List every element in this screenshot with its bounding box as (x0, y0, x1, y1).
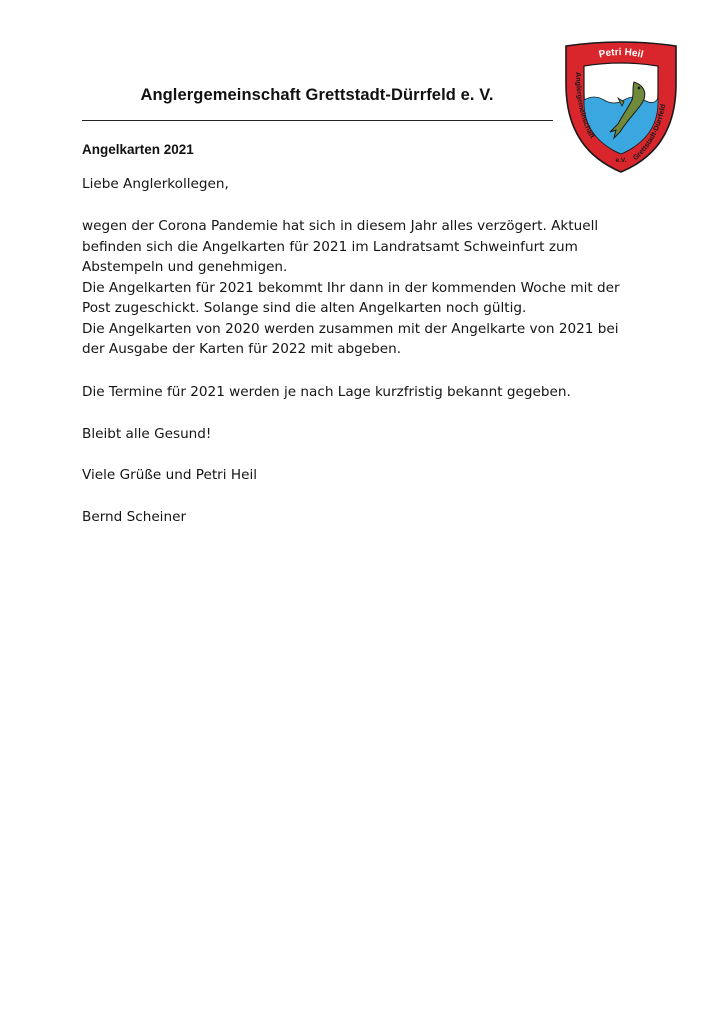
header-divider (82, 120, 553, 121)
logo-bottom-text: e.V. (615, 157, 627, 164)
paragraph-line: Die Termine für 2021 werden je nach Lage kurzfristig bekannt gegeben. (82, 384, 571, 400)
club-logo-icon (562, 40, 680, 174)
dates-paragraph (82, 382, 652, 403)
paragraph-line: der Ausgabe der Karten für 2022 mit abgeben. (82, 341, 402, 357)
closing-greeting (82, 465, 652, 486)
paragraph-line: wegen der Corona Pandemie hat sich in diesem Jahr alles verzögert. Aktuell (82, 218, 599, 234)
logo-top-text: Petri Heil (597, 46, 645, 61)
closing-line: Bleibt alle Gesund! (82, 426, 212, 442)
signature-line: Bernd Scheiner (82, 509, 187, 525)
paragraph-line: Abstempeln und genehmigen. (82, 259, 288, 275)
paragraph-line: Die Angelkarten für 2021 bekommt Ihr dann in der kommenden Woche mit der (82, 279, 620, 296)
logo-left-text: Anglergemeinschaft (573, 72, 598, 140)
main-paragraph (82, 216, 652, 360)
paragraph-line: Die Angelkarten von 2020 werden zusammen mit der Angelkarte von 2021 bei (82, 320, 619, 337)
signature-name (82, 507, 652, 528)
organization-title: Anglergemeinschaft Grettstadt-Dürrfeld e. V. (140, 86, 494, 104)
salutation (82, 174, 652, 195)
paragraph-line: Post zugeschickt. Solange sind die alten Angelkarten noch gültig. (82, 300, 527, 316)
salutation-line: Liebe Anglerkollegen, (82, 176, 229, 192)
logo-right-text: Grettstadt-Dürrfeld (630, 103, 668, 163)
closing-line: Viele Grüße und Petri Heil (82, 467, 257, 483)
paragraph-line: befinden sich die Angelkarten für 2021 im Landratsamt Schweinfurt zum (82, 238, 578, 255)
letter-subject: Angelkarten 2021 (82, 142, 194, 157)
closing-wish (82, 424, 652, 445)
